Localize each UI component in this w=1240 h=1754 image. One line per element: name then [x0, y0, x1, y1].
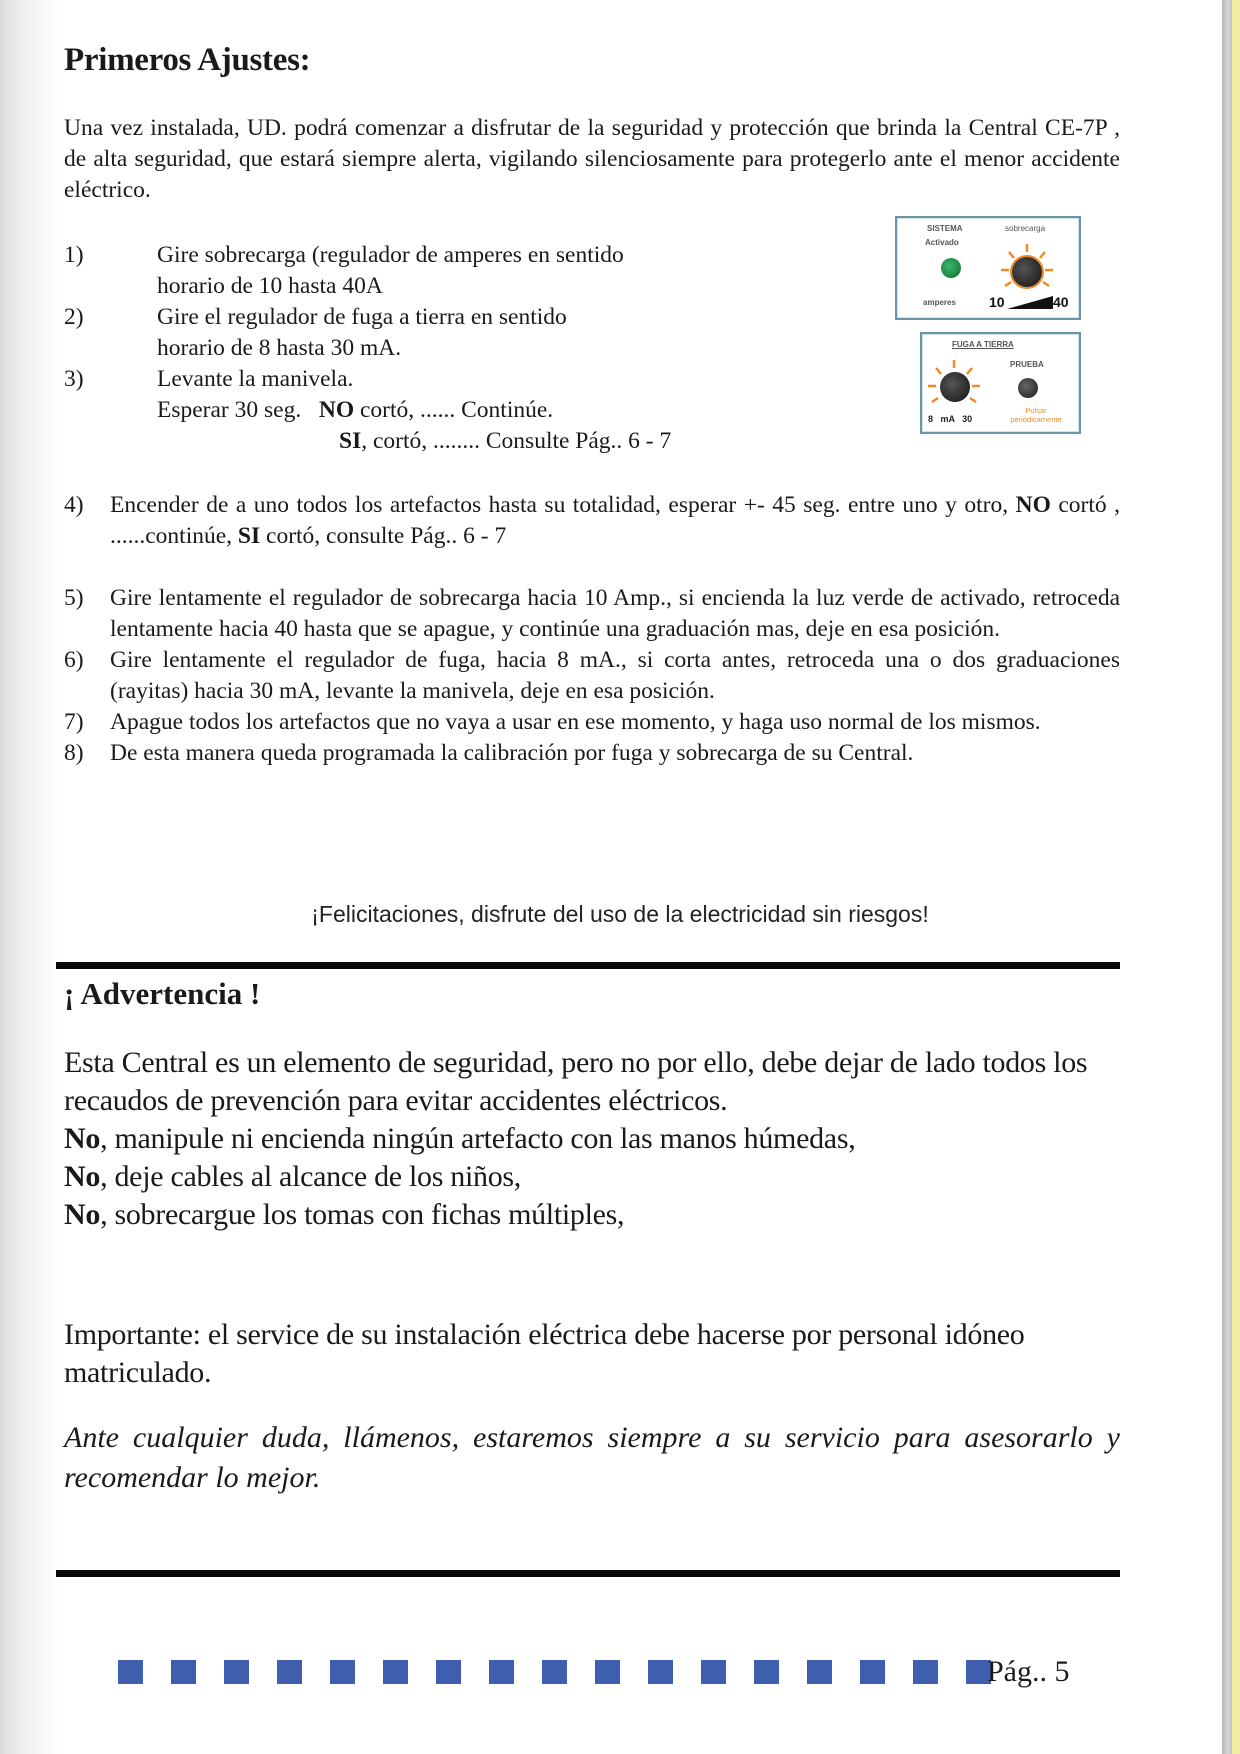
wait-prefix: Esperar 30 seg.: [157, 397, 319, 423]
dont-text: , sobrecargue los tomas con fichas múltiples,: [100, 1198, 625, 1231]
closing-note: Ante cualquier duda, llámenos, estaremos siempre a su servicio para asesorarlo y recomendar lo mejor.: [64, 1421, 1120, 1494]
step-7: [64, 707, 1120, 738]
dont-text: , manipule ni encienda ningún artefacto con las manos húmedas,: [100, 1122, 856, 1155]
step-line: horario de 8 hasta 30 mA.: [157, 335, 402, 361]
si-label: SI: [339, 428, 362, 454]
step-1: [64, 240, 824, 302]
footer-square-icon: [595, 1660, 620, 1684]
scale-wedge-icon: [1007, 296, 1053, 310]
step-text: Apague todos los artefactos que no vaya a usar en ese momento, y haga uso normal de los mismos.: [110, 709, 1041, 735]
page-right-edge: [1222, 0, 1232, 1754]
no-text: cortó, ...... Continúe.: [354, 397, 554, 423]
step-number: 1): [64, 242, 84, 268]
footer-square-icon: [807, 1660, 832, 1684]
step-number: 3): [64, 366, 84, 392]
step-text: Gire lentamente el regulador de sobrecarga hacia 10 Amp., si encienda la luz verde de activado, retroceda lentamente hacia 40 hasta que se apague, y continúe una graduación mas, deje en esa posición.: [110, 585, 1120, 642]
footer-square-icon: [224, 1660, 249, 1684]
no-label: NO: [318, 397, 355, 423]
footer-square-icon: [701, 1660, 726, 1684]
overload-knob-icon: [1012, 257, 1042, 287]
footer-square-icon: [754, 1660, 779, 1684]
footer-square-icon: [489, 1660, 514, 1684]
step-5: [64, 583, 1120, 645]
step-number: 4): [64, 492, 84, 518]
panel-label-overload: sobrecarga: [1005, 224, 1046, 233]
step-3: [64, 364, 824, 457]
footer-square-icon: [648, 1660, 673, 1684]
intro-paragraph: Una vez instalada, UD. podrá comenzar a disfrutar de la seguridad y protección que brinda la Central CE-7P , de alta seguridad, que estará siempre alerta, vigilando silenciosamente para protegerlo ante el menor accidente eléctrico.: [64, 115, 1120, 203]
step-8: [64, 738, 1120, 769]
no-label: No: [64, 1122, 101, 1155]
ground-fault-scale: 8 mA 30: [928, 414, 973, 424]
step-line: Levante la manivela.: [157, 366, 354, 392]
step-number: 7): [64, 709, 84, 735]
step-text: Gire lentamente el regulador de fuga, hacia 8 mA., si corta antes, retroceda una o dos graduaciones (rayitas) hacia 30 mA, levante la manivela, deje en esa posición.: [110, 647, 1120, 704]
step-number: 5): [64, 585, 84, 611]
panel-label-system: SISTEMA: [927, 224, 963, 233]
si-line: [157, 428, 671, 454]
footer-square-icon: [383, 1660, 408, 1684]
section-title: Primeros Ajustes:: [64, 42, 311, 78]
step-4: [64, 490, 1120, 552]
footer-square-icon: [913, 1660, 938, 1684]
warning-title: ¡ Advertencia !: [64, 976, 261, 1011]
step-number: 6): [64, 647, 84, 673]
panel-label-amperes: amperes: [923, 298, 956, 307]
no-label: No: [64, 1198, 101, 1231]
no-label: NO: [1015, 492, 1051, 518]
footer-square-icon: [330, 1660, 355, 1684]
footer-squares: [118, 1660, 1003, 1684]
test-hint: Pulsar periódicamente: [1010, 406, 1062, 424]
test-button-icon: [1018, 378, 1038, 398]
ground-fault-panel-image: [920, 332, 1081, 434]
footer-square-icon: [118, 1660, 143, 1684]
footer-square-icon: [277, 1660, 302, 1684]
dont-item: [64, 1196, 1120, 1234]
step-line: horario de 10 hasta 40A: [157, 273, 383, 299]
step-6: [64, 645, 1120, 707]
step-number: 8): [64, 740, 84, 766]
divider-top: [56, 962, 1120, 969]
step4-text-c: cortó, consulte Pág.. 6 - 7: [260, 523, 507, 549]
step-text: De esta manera queda programada la calibración por fuga y sobrecarga de su Central.: [110, 740, 914, 766]
step4-text-a: Encender de a uno todos los artefactos hasta su totalidad, esperar +- 45 seg. entre uno y otro,: [110, 492, 1016, 518]
step-number: 2): [64, 304, 84, 330]
page-right-border: [1232, 0, 1240, 1754]
warning-paragraph: Esta Central es un elemento de seguridad, pero no por ello, debe dejar de lado todos los recaudos de prevención para evitar accidentes eléctricos.: [64, 1046, 1088, 1117]
green-led-icon: [941, 258, 961, 278]
step4-text-b: cortó , ......continúe,: [110, 492, 1120, 549]
si-label: SI: [237, 523, 261, 549]
panel-label-test: PRUEBA: [1010, 360, 1044, 369]
panel-label-activated: Activado: [925, 238, 959, 247]
page-number: Pág.. 5: [987, 1655, 1070, 1688]
dont-text: , deje cables al alcance de los niños,: [100, 1160, 521, 1193]
important-note: Importante: el service de su instalación eléctrica debe hacerse por personal idóneo matriculado.: [64, 1318, 1025, 1389]
ground-fault-knob-icon: [940, 372, 970, 402]
divider-bottom: [56, 1570, 1120, 1577]
scale-max: 40: [1053, 294, 1069, 310]
dont-item: [64, 1120, 1120, 1158]
footer-square-icon: [860, 1660, 885, 1684]
step-2: [64, 302, 824, 364]
wait-line: [157, 397, 553, 423]
step-line: Gire el regulador de fuga a tierra en sentido: [157, 304, 567, 330]
no-label: No: [64, 1160, 101, 1193]
dont-item: [64, 1158, 1120, 1196]
steps-bottom-list: [64, 583, 1120, 769]
warning-body: [64, 1044, 1120, 1234]
steps-top-list: [64, 240, 824, 457]
page-footer: [118, 1655, 1070, 1689]
panel-label-ground-fault: FUGA A TIERRA: [952, 340, 1014, 349]
footer-square-icon: [171, 1660, 196, 1684]
footer-square-icon: [542, 1660, 567, 1684]
si-text: , cortó, ........ Consulte Pág.. 6 - 7: [361, 428, 672, 454]
scale-min: 10: [989, 294, 1005, 310]
congratulations-text: ¡Felicitaciones, disfrute del uso de la electricidad sin riesgos!: [311, 901, 929, 927]
overload-panel-image: [895, 216, 1081, 320]
step-line: Gire sobrecarga (regulador de amperes en sentido: [157, 242, 624, 268]
footer-square-icon: [436, 1660, 461, 1684]
